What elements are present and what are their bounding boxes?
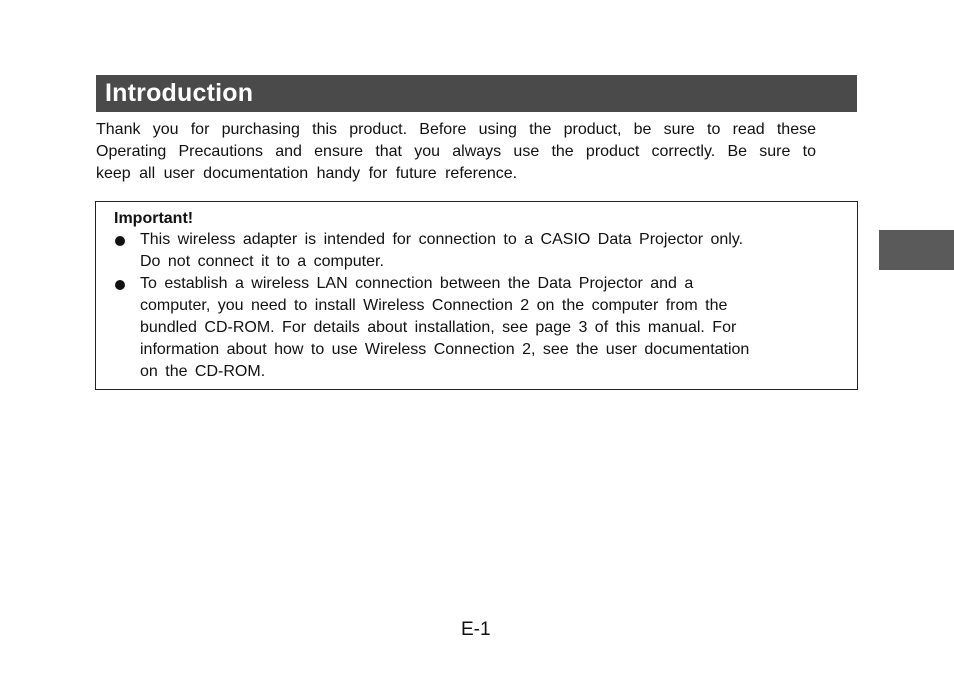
section-header [96, 75, 857, 112]
section-thumb-tab [879, 230, 954, 270]
important-notice-box [95, 201, 858, 390]
list-item-line: To establish a wireless LAN connection between the Data Projector and a [140, 275, 694, 292]
list-item-line: information about how to use Wireless Connection 2, see the user documentation [140, 341, 750, 358]
list-item-line: Do not connect it to a computer. [140, 253, 384, 270]
intro-line: Thank you for purchasing this product. Before using the product, be sure to read these [96, 121, 816, 138]
page-title: Introduction [105, 79, 254, 107]
bullet-icon [115, 280, 125, 290]
intro-paragraph [96, 119, 816, 185]
list-item [114, 273, 794, 383]
bullet-icon [115, 236, 125, 246]
intro-line: Operating Precautions and ensure that you always use the product correctly. Be sure to [96, 143, 816, 160]
important-list [114, 229, 794, 383]
list-item-line: This wireless adapter is intended for connection to a CASIO Data Projector only. [140, 231, 744, 248]
list-item [114, 229, 794, 273]
list-item-line: on the CD-ROM. [140, 363, 266, 380]
important-heading: Important! [114, 210, 194, 227]
page-number: E-1 [461, 619, 491, 640]
intro-line: keep all user documentation handy for future reference. [96, 165, 518, 182]
list-item-line: bundled CD-ROM. For details about installation, see page 3 of this manual. For [140, 319, 737, 336]
list-item-line: computer, you need to install Wireless Connection 2 on the computer from the [140, 297, 728, 314]
